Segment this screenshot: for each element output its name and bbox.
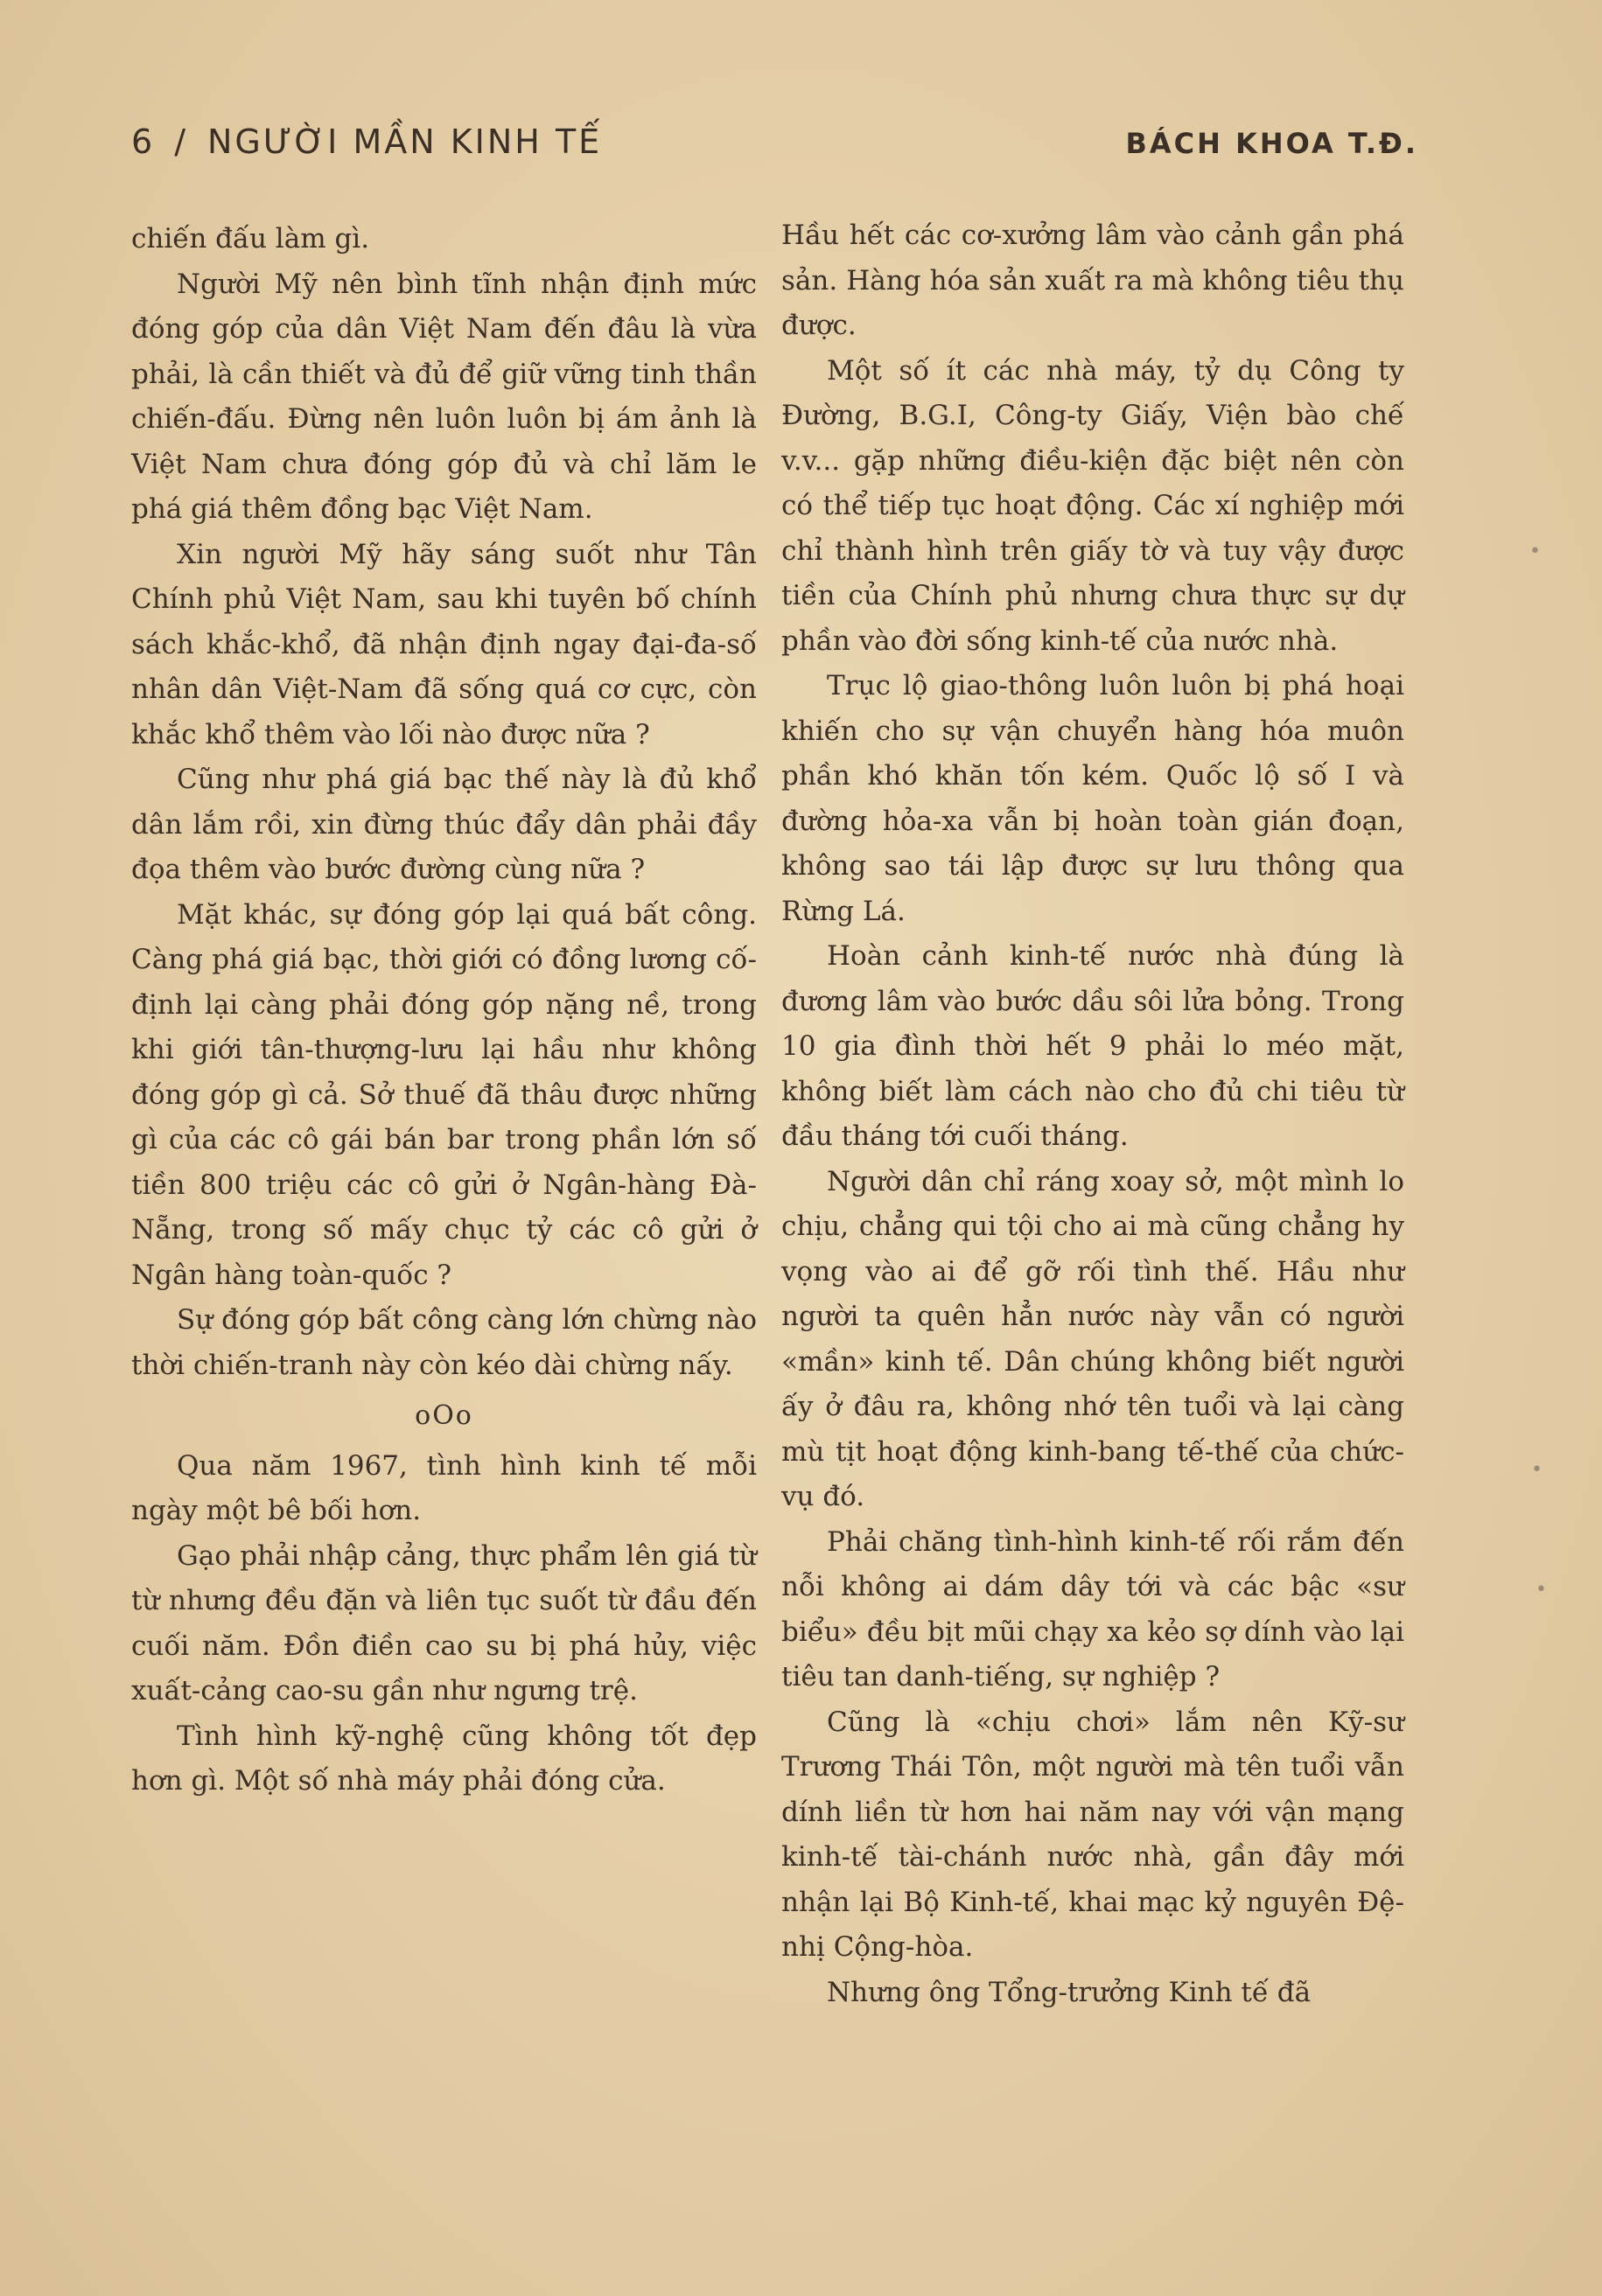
header-left: [131, 122, 602, 161]
left-column: [131, 217, 757, 1804]
header-separator: /: [174, 122, 188, 161]
paragraph: Người dân chỉ ráng xoay sở, một mình lo chịu, chẳng qui tội cho ai mà cũng chẳng hy vọng vào ai để gỡ rối tình thế. Hầu như người ta quên hẳn nước này vẫn có người «mần» kinh tế. Dân chúng không biết người ấy ở đâu ra, không nhớ tên tuổi và lại càng mù tịt hoạt động kinh-bang tế-thế của chức-vụ đó.: [781, 1165, 1404, 1512]
paragraph: Người Mỹ nên bình tĩnh nhận định mức đóng góp của dân Việt Nam đến đâu là vừa phải, là cần thiết và đủ để giữ vững tinh thần chiến-đấu. Đừng nên luôn luôn bị ám ảnh là Việt Nam chưa đóng góp đủ và chỉ lăm le phá giá thêm đồng bạc Việt Nam.: [131, 268, 757, 525]
section-separator: oOo: [415, 1400, 473, 1431]
paragraph: Cũng như phá giá bạc thế này là đủ khổ dân lắm rồi, xin đừng thúc đẩy dân phải đầy đọa thêm vào bước đường cùng nữa ?: [131, 764, 757, 885]
page-header: [131, 122, 1418, 184]
paragraph: Sự đóng góp bất công càng lớn chừng nào thời chiến-tranh này còn kéo dài chừng nấy.: [131, 1304, 757, 1381]
binding-hole-mark: •: [1536, 1579, 1547, 1601]
section-title: NGƯỜI MẦN KINH TẾ: [207, 122, 603, 161]
paragraph: Hoàn cảnh kinh-tế nước nhà đúng là đương lâm vào bước dầu sôi lửa bỏng. Trong 10 gia đình thời hết 9 phải lo méo mặt, không biết làm cách nào cho đủ chi tiêu từ đầu tháng tới cuối tháng.: [781, 940, 1404, 1152]
paragraph: Cũng là «chịu chơi» lắm nên Kỹ-sư Trương Thái Tôn, một người mà tên tuổi vẫn dính liền từ hơn hai năm nay với vận mạng kinh-tế tài-chánh nước nhà, gần đây mới nhận lại Bộ Kinh-tế, khai mạc kỷ nguyên Đệ-nhị Cộng-hòa.: [781, 1706, 1404, 1963]
binding-hole-mark: •: [1529, 541, 1541, 562]
paragraph: Một số ít các nhà máy, tỷ dụ Công ty Đường, B.G.I, Công-ty Giấy, Viện bào chế v.v... gặp những điều-kiện đặc biệt nên còn có thể tiếp tục hoạt động. Các xí nghiệp mới chỉ thành hình trên giấy tờ và tuy vậy được tiền của Chính phủ nhưng chưa thực sự dự phần vào đời sống kinh-tế của nước nhà.: [781, 354, 1404, 657]
paragraph: Nhưng ông Tổng-trưởng Kinh tế đã: [827, 1976, 1312, 2008]
paragraph: Phải chăng tình-hình kinh-tế rối rắm đến nỗi không ai dám dây tới và các bậc «sư biểu» đều bịt mũi chạy xa kẻo sợ dính vào lại tiêu tan danh-tiếng, sự nghiệp ?: [781, 1525, 1404, 1692]
paragraph: Gạo phải nhập cảng, thực phẩm lên giá từ từ nhưng đều đặn và liên tục suốt từ đầu đến cuối năm. Đồn điền cao su bị phá hủy, việc xuất-cảng cao-su gần như ngưng trệ.: [131, 1539, 757, 1706]
binding-hole-mark: •: [1531, 1459, 1543, 1481]
paragraph: Trục lộ giao-thông luôn luôn bị phá hoại khiến cho sự vận chuyển hàng hóa muôn phần khó khăn tốn kém. Quốc lộ số I và đường hỏa-xa vẫn bị hoàn toàn gián đoạn, không sao tái lập được sự lưu thông qua Rừng Lá.: [781, 670, 1404, 927]
paragraph: Xin người Mỹ hãy sáng suốt như Tân Chính phủ Việt Nam, sau khi tuyên bố chính sách khắc-khổ, đã nhận định ngay đại-đa-số nhân dân Việt-Nam đã sống quá cơ cực, còn khắc khổ thêm vào lối nào được nữa ?: [131, 538, 757, 750]
page-number: 6: [131, 122, 156, 161]
paragraph: chiến đấu làm gì.: [131, 223, 370, 255]
right-column: [781, 213, 1404, 2015]
paragraph: Mặt khác, sự đóng góp lại quá bất công. Càng phá giá bạc, thời giới có đồng lương cố-định lại càng phải đóng góp nặng nề, trong khi giới tân-thượng-lưu lại hầu như không đóng góp gì cả. Sở thuế đã thâu được những gì của các cô gái bán bar trong phần lớn số tiền 800 triệu các cô gửi ở Ngân-hàng Đà-Nẵng, trong số mấy chục tỷ các cô gửi ở Ngân hàng toàn-quốc ?: [131, 898, 757, 1291]
paragraph: Qua năm 1967, tình hình kinh tế mỗi ngày một bê bối hơn.: [131, 1449, 757, 1526]
paragraph: Tình hình kỹ-nghệ cũng không tốt đẹp hơn gì. Một số nhà máy phải đóng cửa.: [131, 1720, 757, 1797]
publication-name: BÁCH KHOA T.Đ.: [1125, 127, 1418, 160]
paragraph: Hầu hết các cơ-xưởng lâm vào cảnh gần phá sản. Hàng hóa sản xuất ra mà không tiêu thụ được.: [781, 220, 1404, 341]
